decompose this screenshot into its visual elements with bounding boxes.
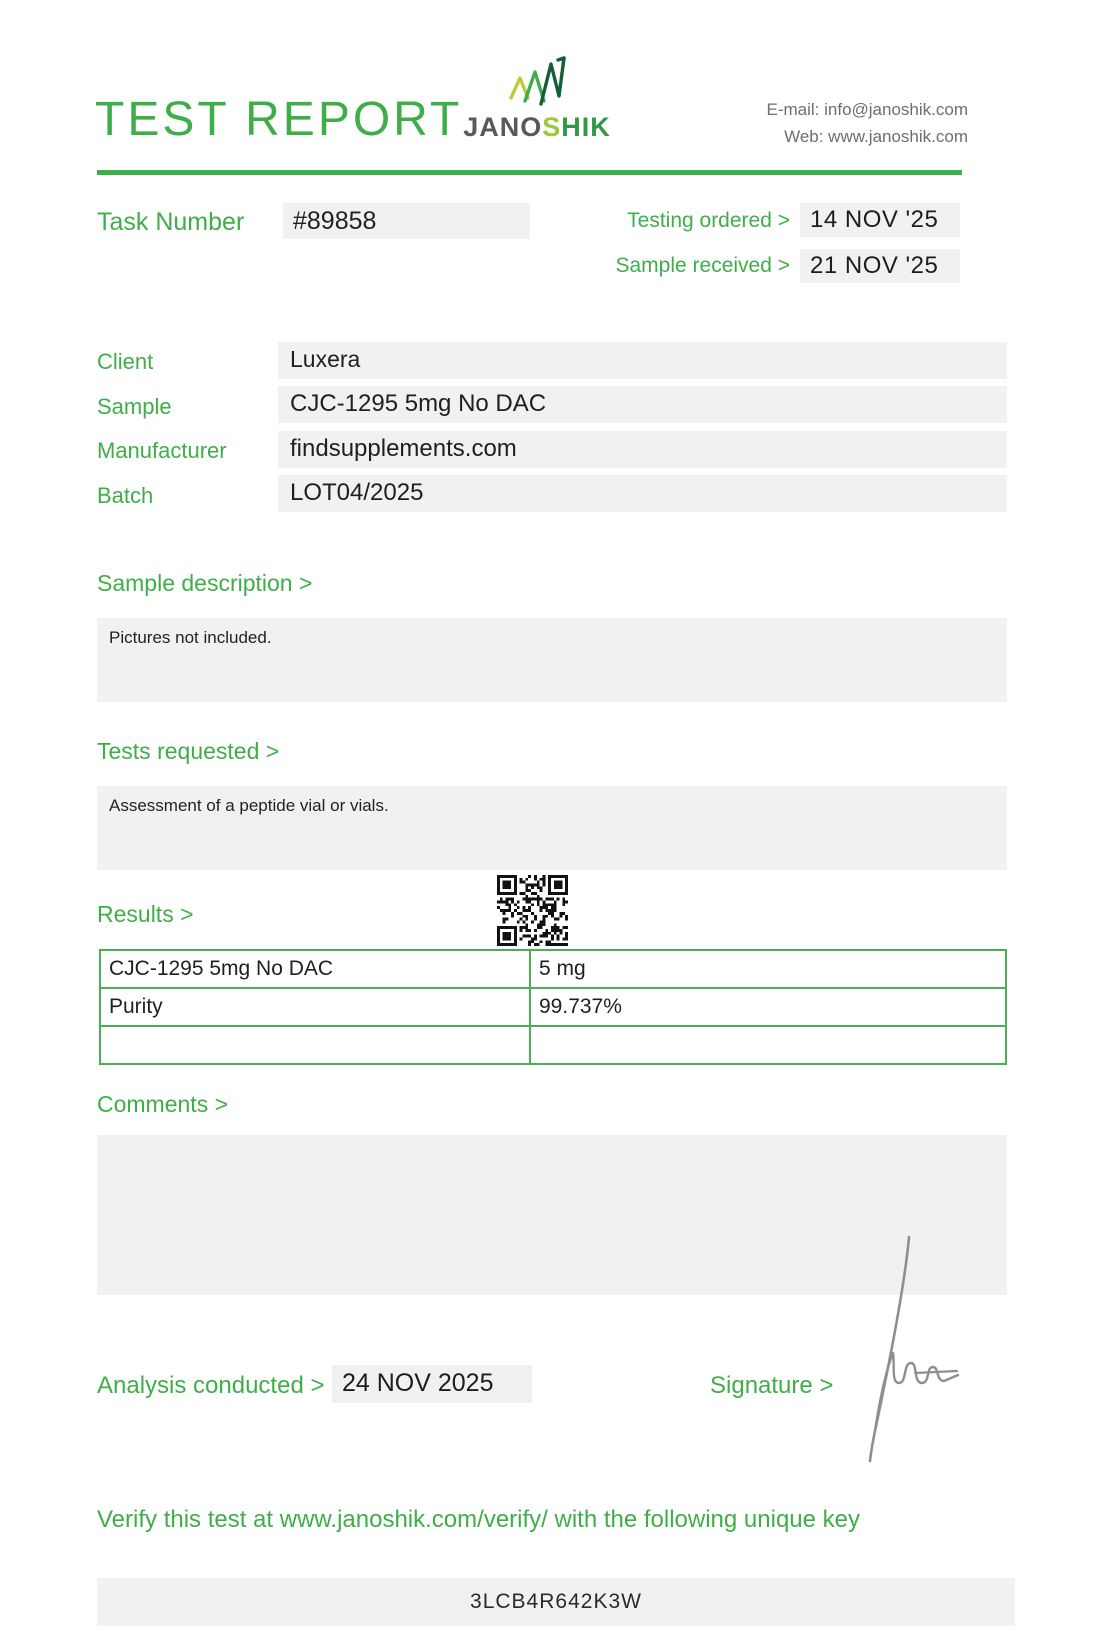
growth-chart-icon [505, 52, 569, 110]
table-row [100, 988, 1006, 1026]
client-label: Client [97, 349, 154, 374]
sample-description-heading: Sample description > [97, 570, 313, 596]
logo-s: S [542, 112, 562, 142]
logo-hik: HIK [561, 112, 611, 142]
contact-block [767, 96, 969, 150]
logo-jano: JANO [463, 112, 543, 142]
logo-wordmark [452, 112, 622, 143]
tests-requested-box: Assessment of a peptide vial or vials. [97, 786, 1007, 870]
verify-text: Verify this test at www.janoshik.com/verify/ with the following unique key [97, 1506, 861, 1533]
results-table [99, 949, 1007, 1065]
tests-requested-heading: Tests requested > [97, 738, 280, 764]
signature-label: Signature > [710, 1372, 834, 1399]
sample-label: Sample [97, 394, 172, 419]
sample-value: CJC-1295 5mg No DAC [278, 386, 1007, 423]
qr-code [497, 875, 568, 946]
testing-ordered-label: Testing ordered > [627, 209, 790, 232]
batch-label: Batch [97, 483, 154, 508]
result-value-cell: 99.737% [530, 988, 1006, 1026]
sample-received-date: 21 NOV '25 [800, 249, 960, 283]
table-row [100, 1026, 1006, 1064]
table-row [100, 950, 1006, 988]
task-number-value: #89858 [283, 203, 530, 239]
results-heading: Results > [97, 901, 194, 927]
result-name-cell [100, 1026, 530, 1064]
testing-ordered-date: 14 NOV '25 [800, 203, 960, 237]
result-value-cell [530, 1026, 1006, 1064]
contact-email: E-mail: info@janoshik.com [766, 100, 968, 119]
result-name-cell: CJC-1295 5mg No DAC [100, 950, 530, 988]
sample-received-label: Sample received > [615, 254, 790, 277]
analysis-date: 24 NOV 2025 [332, 1365, 532, 1403]
header-divider [97, 170, 962, 175]
result-name-cell: Purity [100, 988, 530, 1026]
signature-scribble [845, 1225, 975, 1465]
contact-web: Web: www.janoshik.com [784, 127, 968, 146]
unique-key: 3LCB4R642K3W [97, 1578, 1015, 1626]
logo [452, 52, 622, 143]
comments-heading: Comments > [97, 1091, 229, 1117]
analysis-conducted-label: Analysis conducted > [97, 1372, 325, 1399]
manufacturer-label: Manufacturer [97, 438, 227, 463]
client-value: Luxera [278, 342, 1007, 379]
manufacturer-value: findsupplements.com [278, 431, 1007, 468]
batch-value: LOT04/2025 [278, 475, 1007, 512]
task-number-label: Task Number [97, 208, 245, 236]
sample-description-box: Pictures not included. [97, 618, 1007, 702]
page-title: TEST REPORT [95, 93, 463, 146]
result-value-cell: 5 mg [530, 950, 1006, 988]
